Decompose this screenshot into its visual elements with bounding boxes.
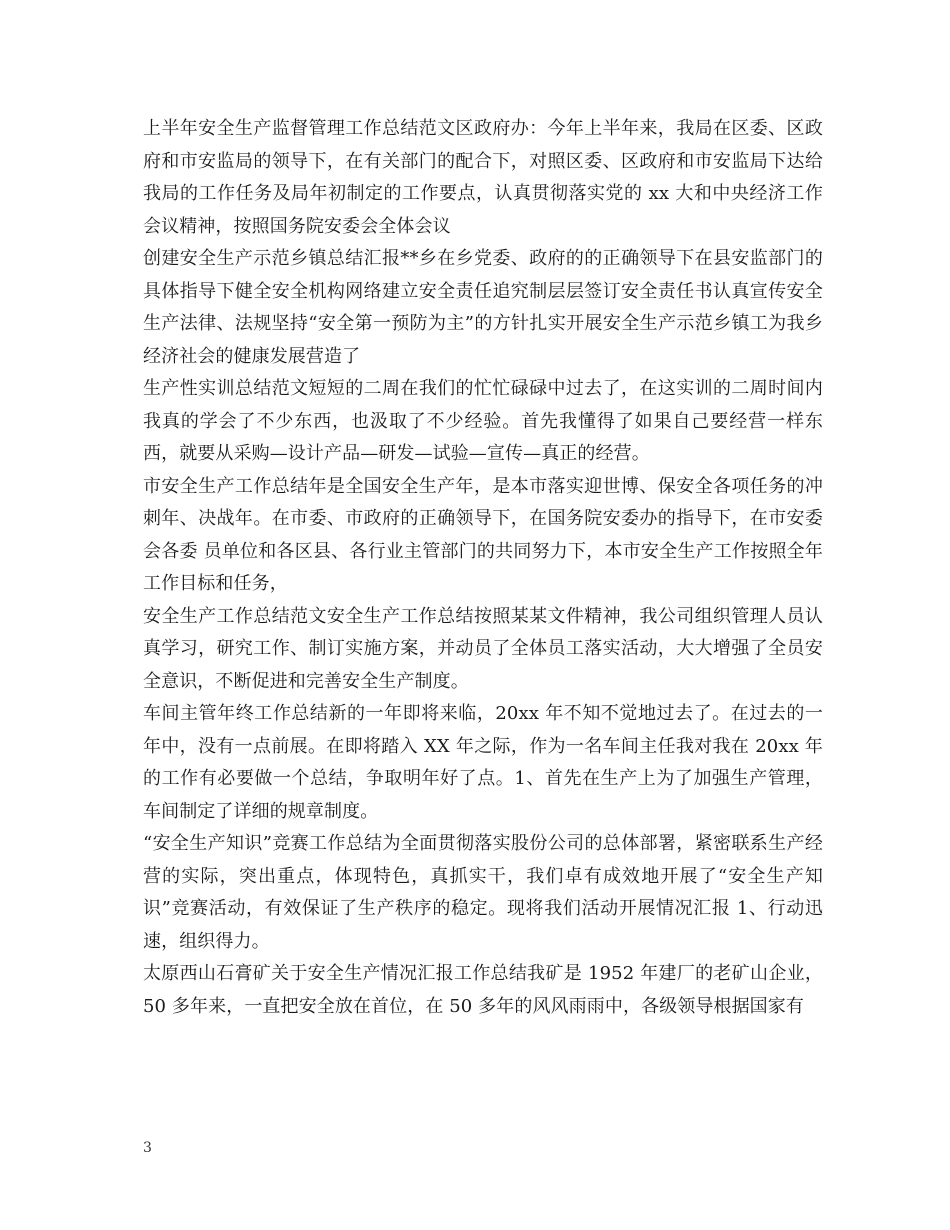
paragraph-7: “安全生产知识”竞赛工作总结为全面贯彻落实股份公司的总体部署，紧密联系生产经营的实际，突出重点，体现特色，真抓实干，我们卓有成效地开展了“安全生产知识”竞赛活动，有效保证了生产秩序的稳定。现将我们活动开展情况汇报 1、行动迅速，组织得力。 (143, 833, 823, 952)
paragraph-1: 上半年安全生产监督管理工作总结范文区政府办：今年上半年来，我局在区委、区政府和市安监局的领导下，在有关部门的配合下，对照区委、区政府和市安监局下达给我局的工作任务及局年初制定的工作要点，认真贯彻落实党的 xx 大和中央经济工作会议精神，按照国务院安委会全体会议 (143, 118, 823, 237)
page-number: 3 (143, 1140, 152, 1156)
paragraph-3: 生产性实训总结范文短短的二周在我们的忙忙碌碌中过去了，在这实训的二周时间内我真的学会了不少东西，也汲取了不少经验。首先我懂得了如果自己要经营一样东西，就要从采购—设计产品—研发—试验—宣传—真正的经营。 (143, 378, 823, 464)
paragraph-6: 车间主管年终工作总结新的一年即将来临，20xx 年不知不觉地过去了。在过去的一年中，没有一点前展。在即将踏入 XX 年之际，作为一名车间主任我对我在 20xx 年的工作有必要做一个总结，争取明年好了点。1、首先在生产上为了加强生产管理，车间制定了详细的规章制度。 (143, 703, 823, 822)
paragraph-5: 安全生产工作总结范文安全生产工作总结按照某某文件精神，我公司组织管理人员认真学习，研究工作、制订实施方案，并动员了全体员工落实活动，大大增强了全员安全意识，不断促进和完善安全生产制度。 (143, 605, 823, 692)
paragraph-4: 市安全生产工作总结年是全国安全生产年，是本市落实迎世博、保安全各项任务的冲刺年、决战年。在市委、市政府的正确领导下，在国务院安委办的指导下，在市安委会各委 员单位和各区县、各行业主管部门的共同努力下，本市安全生产工作按照全年工作目标和任务， (143, 475, 823, 594)
paragraph-8: 太原西山石膏矿关于安全生产情况汇报工作总结我矿是 1952 年建厂的老矿山企业，50 多年来，一直把安全放在首位，在 50 多年的风风雨雨中，各级领导根据国家有 (143, 963, 823, 1017)
paragraph-2: 创建安全生产示范乡镇总结汇报**乡在乡党委、政府的的正确领导下在县安监部门的具体指导下健全安全机构网络建立安全责任追究制层层签订安全责任书认真宣传安全生产法律、法规坚持“安全第一预防为主”的方针扎实开展安全生产示范乡镇工为我乡经济社会的健康发展营造了 (143, 248, 823, 367)
document-body (143, 113, 823, 1023)
